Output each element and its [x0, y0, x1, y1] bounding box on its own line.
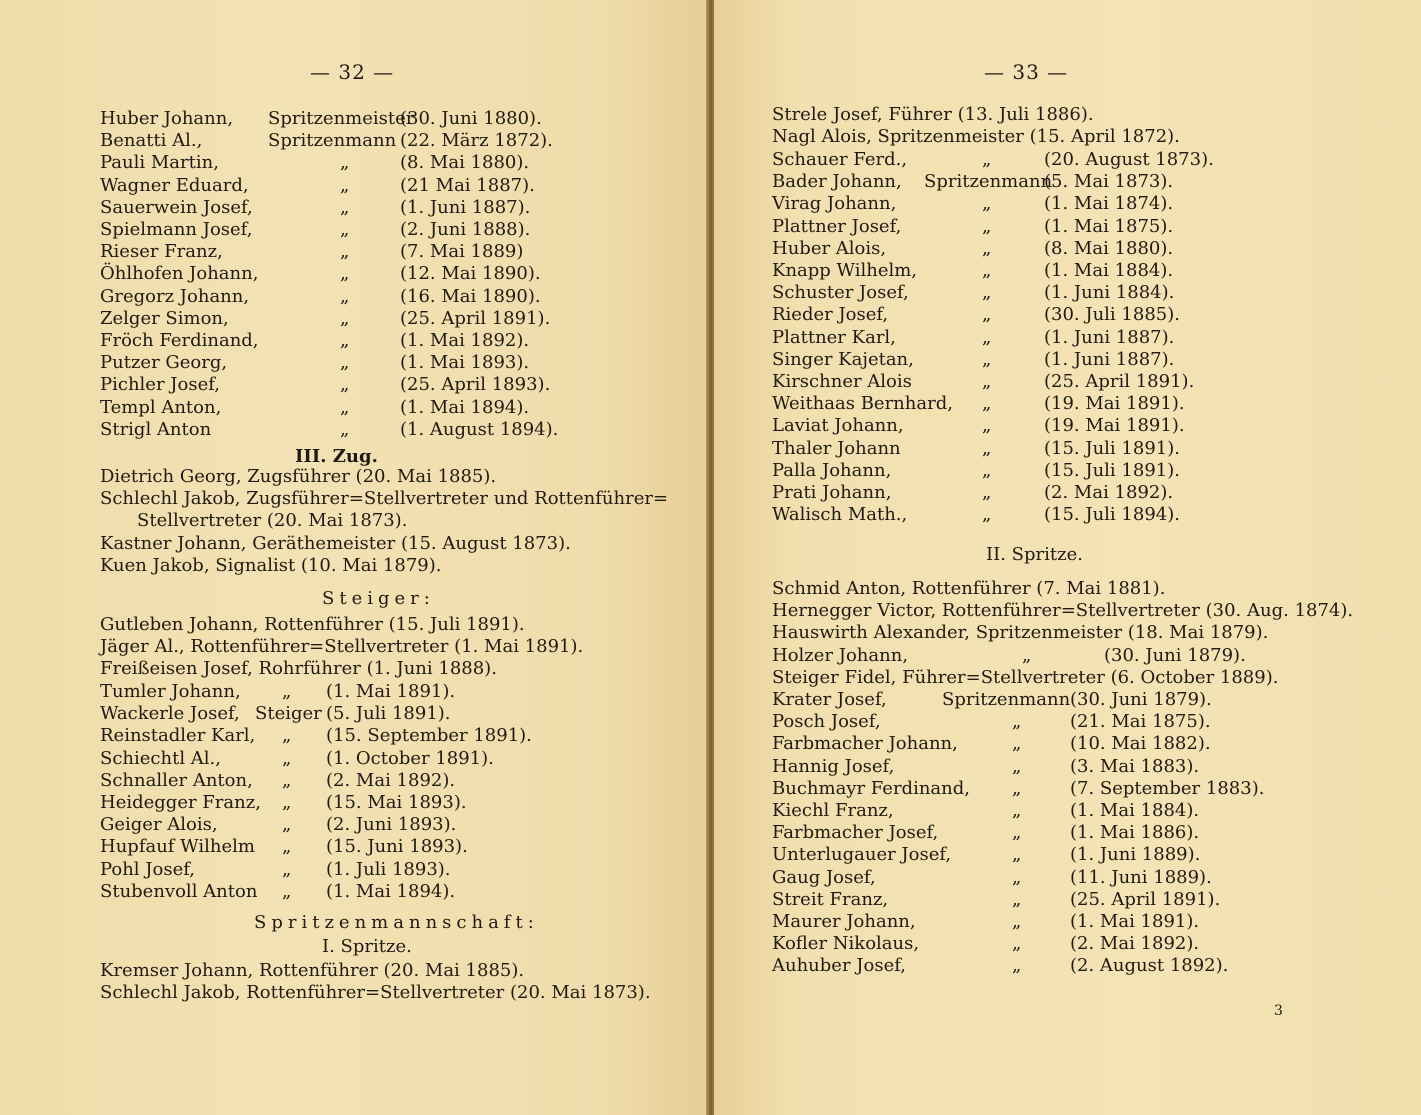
- roster-row: [772, 955, 1372, 977]
- steiger-line: Jäger Al., Rottenführer=Stellvertreter (1. Mai 1891).: [100, 636, 584, 658]
- member-name: Buchmayr Ferdinand,: [772, 777, 970, 799]
- member-role: „: [982, 504, 992, 526]
- member-date: (1. August 1894).: [400, 418, 559, 440]
- member-name: Wackerle Josef,: [100, 703, 240, 725]
- member-role: „: [982, 459, 992, 481]
- member-name: Laviat Johann,: [772, 415, 904, 437]
- member-date: (1. Juni 1884).: [1044, 282, 1175, 304]
- member-date: (7. September 1883).: [1070, 777, 1265, 799]
- roster-row: [100, 286, 700, 308]
- roster-row: [772, 238, 1372, 260]
- roster-row: [100, 748, 700, 770]
- member-role: „: [1022, 645, 1032, 666]
- member-role: „: [1012, 955, 1022, 977]
- roster-row: [772, 756, 1372, 778]
- member-role: „: [340, 219, 350, 240]
- roster-row: [772, 304, 1372, 326]
- zug-line: Kuen Jakob, Signalist (10. Mai 1879).: [100, 554, 442, 576]
- member-date: (30. Juni 1879).: [1104, 645, 1246, 666]
- roster-row: [772, 889, 1372, 911]
- member-name: Spielmann Josef,: [100, 219, 253, 240]
- member-role: „: [282, 836, 292, 858]
- zug-line: Dietrich Georg, Zugsführer (20. Mai 1885).: [100, 466, 497, 487]
- member-role: „: [982, 437, 992, 459]
- member-role: „: [282, 769, 292, 791]
- member-name: Knapp Wilhelm,: [772, 260, 918, 281]
- member-name: Palla Johann,: [772, 459, 892, 481]
- roster-row: [772, 216, 1372, 238]
- roster-row: [772, 327, 1372, 349]
- member-name: Huber Alois,: [772, 237, 887, 259]
- roster-row: [772, 282, 1372, 304]
- member-name: Gregorz Johann,: [100, 285, 250, 307]
- member-date: (30. Juni 1879).: [1070, 689, 1212, 710]
- member-date: (30. Juni 1880).: [400, 108, 542, 129]
- member-role: „: [282, 681, 292, 702]
- member-role: „: [340, 396, 350, 418]
- section-heading-zug: III. Zug.: [295, 446, 378, 467]
- member-name: Maurer Johann,: [772, 911, 916, 932]
- member-name: Plattner Karl,: [772, 326, 896, 348]
- roster-row: [772, 349, 1372, 371]
- member-role: „: [982, 282, 992, 304]
- zug-line: Schlechl Jakob, Zugsführer=Stellvertreter und Rottenführer=: [100, 488, 669, 510]
- member-name: Schnaller Anton,: [100, 769, 253, 791]
- roster-row: [100, 681, 700, 703]
- member-date: (2. Juni 1888).: [400, 219, 531, 240]
- member-date: (20. August 1873).: [1044, 149, 1214, 170]
- roster-row: [772, 504, 1372, 526]
- member-role: „: [1012, 911, 1022, 932]
- member-date: (1. Mai 1875).: [1044, 215, 1174, 237]
- member-role: „: [982, 215, 992, 237]
- member-role: „: [282, 858, 292, 880]
- member-name: Rieser Franz,: [100, 241, 223, 263]
- member-role: „: [982, 237, 992, 259]
- member-name: Walisch Math.,: [772, 504, 908, 526]
- member-date: (1. Juni 1887).: [1044, 348, 1175, 370]
- spritze1-line: Kremser Johann, Rottenführer (20. Mai 1885).: [100, 960, 525, 981]
- member-date: (5. Mai 1873).: [1044, 171, 1174, 193]
- member-date: (2. Juni 1893).: [326, 814, 457, 836]
- roster-row: [772, 778, 1372, 800]
- member-name: Kiechl Franz,: [772, 800, 894, 821]
- member-name: Stubenvoll Anton: [100, 880, 258, 902]
- member-role: „: [282, 880, 292, 902]
- member-role: „: [340, 241, 350, 263]
- member-role: „: [1012, 800, 1022, 821]
- roster-row: [100, 881, 700, 903]
- member-date: (10. Mai 1882).: [1070, 733, 1211, 755]
- member-role: „: [340, 330, 350, 351]
- roster-row: [772, 438, 1372, 460]
- roster-row: [100, 175, 700, 197]
- spritze2-line: Hauswirth Alexander, Spritzenmeister (18. Mai 1879).: [772, 622, 1269, 644]
- member-date: (1. Mai 1886).: [1070, 822, 1200, 844]
- roster-row: [100, 725, 700, 747]
- member-role: „: [982, 393, 992, 415]
- member-role: „: [340, 174, 350, 196]
- member-name: Unterlugauer Josef,: [772, 844, 952, 866]
- member-name: Pauli Martin,: [100, 152, 219, 174]
- member-date: (2. Mai 1892).: [1044, 482, 1174, 503]
- left-page: [0, 0, 708, 1115]
- member-date: (16. Mai 1890).: [400, 285, 541, 307]
- roster-row: [100, 770, 700, 792]
- roster-row: [100, 352, 700, 374]
- roster-row: [772, 393, 1372, 415]
- roster-row: [772, 822, 1372, 844]
- steiger-line: Gutleben Johann, Rottenführer (15. Juli 1891).: [100, 614, 525, 635]
- member-name: Öhlhofen Johann,: [100, 263, 259, 285]
- member-date: (30. Juli 1885).: [1044, 304, 1180, 326]
- page-number-33: — 33 —: [984, 60, 1069, 84]
- member-date: (1. Mai 1894).: [400, 396, 530, 418]
- member-name: Krater Josef,: [772, 689, 887, 710]
- member-name: Benatti Al.,: [100, 130, 203, 152]
- steiger-line: Steiger Fidel, Führer=Stellvertreter (6. October 1889).: [772, 667, 1279, 688]
- member-name: Holzer Johann,: [772, 645, 909, 666]
- member-name: Hannig Josef,: [772, 755, 895, 777]
- member-name: Singer Kajetan,: [772, 348, 914, 370]
- member-name: Thaler Johann: [772, 437, 901, 459]
- member-role: „: [1012, 866, 1022, 888]
- member-date: (5. Juli 1891).: [326, 703, 451, 725]
- roster-row: [772, 460, 1372, 482]
- member-role: Spritzenmann: [942, 689, 1071, 710]
- roster-row: [100, 108, 700, 130]
- member-date: (8. Mai 1880).: [1044, 237, 1174, 259]
- member-date: (11. Juni 1889).: [1070, 866, 1212, 888]
- member-name: Streit Franz,: [772, 888, 889, 910]
- member-role: „: [982, 371, 992, 392]
- member-role: „: [982, 304, 992, 326]
- right-page: [714, 0, 1421, 1115]
- member-date: (1. Mai 1884).: [1070, 800, 1200, 821]
- member-date: (1. Juni 1887).: [400, 196, 531, 218]
- member-name: Rieder Josef,: [772, 304, 889, 326]
- member-date: (7. Mai 1889): [400, 241, 524, 263]
- zug-line: Kastner Johann, Geräthemeister (15. August 1873).: [100, 532, 571, 554]
- roster-row: [100, 397, 700, 419]
- member-role: „: [1012, 844, 1022, 866]
- member-role: „: [1012, 888, 1022, 910]
- member-name: Wagner Eduard,: [100, 174, 249, 196]
- member-role: „: [1012, 711, 1022, 733]
- roster-row: [772, 711, 1372, 733]
- member-name: Bader Johann,: [772, 171, 902, 193]
- member-role: „: [340, 418, 350, 440]
- member-role: „: [982, 348, 992, 370]
- member-role: „: [282, 725, 292, 747]
- page-number-32: — 32 —: [310, 60, 395, 84]
- roster-row: [772, 171, 1372, 193]
- roster-row: [772, 733, 1372, 755]
- member-role: „: [1012, 733, 1022, 755]
- roster-row: [100, 814, 700, 836]
- member-date: (1. Mai 1884).: [1044, 260, 1174, 281]
- roster-row: [100, 130, 700, 152]
- spritze2-line: Hernegger Victor, Rottenführer=Stellvertreter (30. Aug. 1874).: [772, 600, 1354, 622]
- member-name: Kirschner Alois: [772, 371, 912, 392]
- member-date: (21 Mai 1887).: [400, 174, 535, 196]
- member-role: Spritzenmeister: [268, 108, 415, 129]
- member-name: Sauerwein Josef,: [100, 196, 253, 218]
- member-role: „: [982, 415, 992, 437]
- member-name: Kofler Nikolaus,: [772, 933, 920, 955]
- member-name: Pohl Josef,: [100, 858, 195, 880]
- member-date: (19. Mai 1891).: [1044, 415, 1185, 437]
- member-role: „: [340, 263, 350, 285]
- member-role: „: [982, 260, 992, 281]
- member-date: (25. April 1893).: [400, 374, 551, 396]
- roster-row: [772, 645, 1372, 667]
- member-name: Putzer Georg,: [100, 352, 228, 374]
- member-role: „: [340, 374, 350, 396]
- member-name: Farbmacher Johann,: [772, 733, 958, 755]
- member-role: „: [982, 193, 992, 215]
- member-name: Plattner Josef,: [772, 215, 902, 237]
- member-name: Geiger Alois,: [100, 814, 218, 836]
- roster-row: [100, 859, 700, 881]
- roster-row: [772, 260, 1372, 282]
- member-date: (25. April 1891).: [400, 307, 551, 329]
- member-date: (15. Juli 1891).: [1044, 459, 1180, 481]
- member-name: Hupfauf Wilhelm: [100, 836, 255, 858]
- member-role: Spritzenmann: [924, 171, 1053, 193]
- member-name: Tumler Johann,: [100, 681, 241, 702]
- member-role: „: [340, 152, 350, 174]
- member-date: (1. Mai 1892).: [400, 330, 530, 351]
- member-date: (1. Mai 1891).: [1070, 911, 1200, 932]
- member-date: (1. Mai 1874).: [1044, 193, 1174, 215]
- member-name: Schiechtl Al.,: [100, 747, 221, 769]
- member-date: (21. Mai 1875).: [1070, 711, 1211, 733]
- member-role: „: [282, 814, 292, 836]
- member-name: Virag Johann,: [772, 193, 897, 215]
- roster-row: [772, 371, 1372, 393]
- member-role: Steiger: [255, 703, 322, 725]
- member-name: Huber Johann,: [100, 108, 234, 129]
- roster-row: [772, 867, 1372, 889]
- member-role: „: [1012, 777, 1022, 799]
- member-date: (1. Juni 1887).: [1044, 326, 1175, 348]
- section-heading-mannschaft: Spritzenmannschaft:: [254, 912, 539, 933]
- member-name: Gaug Josef,: [772, 866, 876, 888]
- roster-row: [100, 419, 700, 441]
- roster-row: [772, 800, 1372, 822]
- roster-row: [100, 263, 700, 285]
- roster-row: [100, 219, 700, 241]
- member-name: Strigl Anton: [100, 418, 212, 440]
- member-date: (15. Juni 1893).: [326, 836, 468, 858]
- member-name: Weithaas Bernhard,: [772, 393, 953, 415]
- spritze2-line: Schmid Anton, Rottenführer (7. Mai 1881).: [772, 578, 1166, 599]
- member-name: Farbmacher Josef,: [772, 822, 939, 844]
- member-name: Heidegger Franz,: [100, 792, 261, 813]
- roster-row: [100, 197, 700, 219]
- section-heading-steiger: Steiger:: [322, 588, 435, 609]
- member-role: „: [282, 747, 292, 769]
- member-role: „: [340, 352, 350, 374]
- member-date: (15. Juli 1891).: [1044, 437, 1180, 459]
- member-role: „: [340, 307, 350, 329]
- roster-row: [772, 689, 1372, 711]
- member-date: (19. Mai 1891).: [1044, 393, 1185, 415]
- member-name: Pichler Josef,: [100, 374, 220, 396]
- member-name: Auhuber Josef,: [772, 955, 906, 977]
- member-role: „: [1012, 755, 1022, 777]
- section-heading-spritze-1: I. Spritze.: [322, 936, 412, 957]
- member-role: „: [340, 196, 350, 218]
- member-date: (1. Mai 1894).: [326, 880, 456, 902]
- member-name: Schauer Ferd.,: [772, 149, 908, 170]
- member-date: (22. März 1872).: [400, 130, 553, 152]
- roster-row: [100, 330, 700, 352]
- roster-row: [100, 703, 700, 725]
- member-role: „: [1012, 933, 1022, 955]
- member-date: (25. April 1891).: [1044, 371, 1195, 392]
- member-date: (1. Mai 1891).: [326, 681, 456, 702]
- member-name: Zelger Simon,: [100, 307, 229, 329]
- roster-row: [100, 241, 700, 263]
- roster-row: [772, 193, 1372, 215]
- member-role: „: [340, 285, 350, 307]
- member-date: (2. Mai 1892).: [326, 769, 456, 791]
- member-role: „: [282, 792, 292, 813]
- header-line: Strele Josef, Führer (13. Juli 1886).: [772, 104, 1094, 125]
- member-date: (2. August 1892).: [1070, 955, 1229, 977]
- roster-row: [100, 792, 700, 814]
- zug-line: Stellvertreter (20. Mai 1873).: [137, 510, 408, 532]
- member-role: „: [982, 482, 992, 503]
- member-date: (12. Mai 1890).: [400, 263, 541, 285]
- member-date: (1. October 1891).: [326, 747, 494, 769]
- member-role: Spritzenmann: [268, 130, 397, 152]
- roster-row: [772, 933, 1372, 955]
- member-date: (15. Mai 1893).: [326, 792, 467, 813]
- member-role: „: [982, 149, 992, 170]
- roster-row: [772, 911, 1372, 933]
- roster-row: [100, 836, 700, 858]
- member-role: „: [982, 326, 992, 348]
- member-date: (15. September 1891).: [326, 725, 532, 747]
- member-name: Posch Josef,: [772, 711, 881, 733]
- member-date: (1. Juni 1889).: [1070, 844, 1201, 866]
- member-date: (1. Mai 1893).: [400, 352, 530, 374]
- member-name: Fröch Ferdinand,: [100, 330, 259, 351]
- member-date: (3. Mai 1883).: [1070, 755, 1200, 777]
- section-heading-spritze-2: II. Spritze.: [986, 544, 1083, 565]
- spritze1-line: Schlechl Jakob, Rottenführer=Stellvertreter (20. Mai 1873).: [100, 982, 651, 1004]
- header-line: Nagl Alois, Spritzenmeister (15. April 1872).: [772, 126, 1180, 148]
- roster-row: [772, 415, 1372, 437]
- member-date: (15. Juli 1894).: [1044, 504, 1180, 526]
- member-date: (2. Mai 1892).: [1070, 933, 1200, 955]
- roster-row: [100, 152, 700, 174]
- member-name: Prati Johann,: [772, 482, 892, 503]
- member-name: Templ Anton,: [100, 396, 222, 418]
- member-date: (25. April 1891).: [1070, 888, 1221, 910]
- roster-row: [100, 308, 700, 330]
- roster-row: [772, 482, 1372, 504]
- member-role: „: [1012, 822, 1022, 844]
- steiger-line: Freißeisen Josef, Rohrführer (1. Juni 1888).: [100, 658, 497, 680]
- member-date: (1. Juli 1893).: [326, 858, 451, 880]
- roster-row: [772, 149, 1372, 171]
- member-name: Schuster Josef,: [772, 282, 909, 304]
- member-name: Reinstadler Karl,: [100, 725, 256, 747]
- roster-row: [772, 844, 1372, 866]
- member-date: (8. Mai 1880).: [400, 152, 530, 174]
- signature-number: 3: [1274, 1003, 1283, 1019]
- roster-row: [100, 374, 700, 396]
